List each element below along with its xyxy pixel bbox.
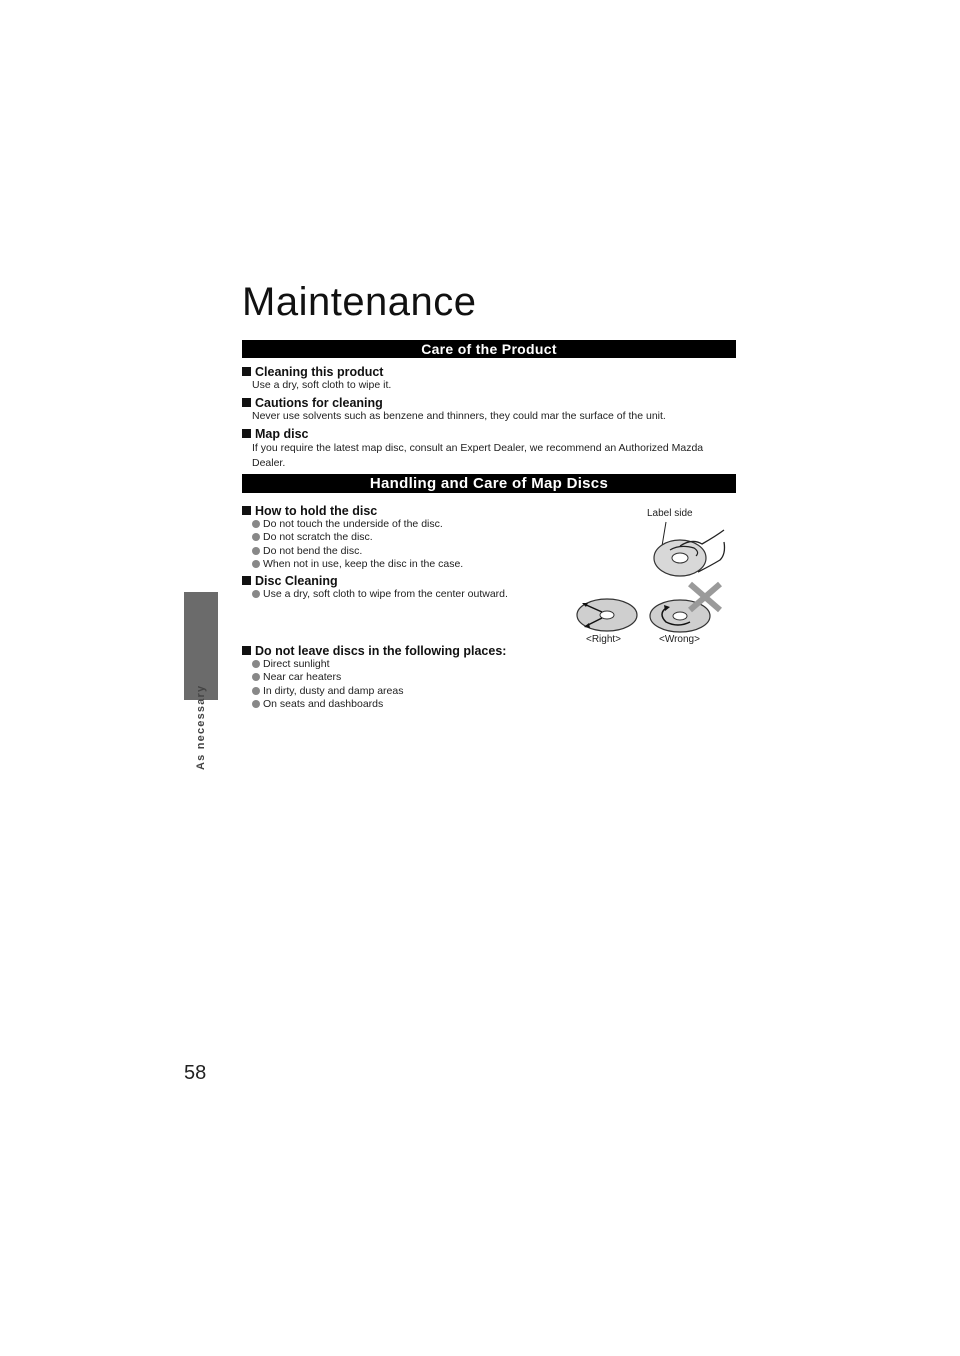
- square-bullet-icon: [242, 367, 251, 376]
- disc-wrong-illustration: [648, 578, 724, 636]
- round-bullet-icon: [252, 560, 260, 568]
- round-bullet-icon: [252, 520, 260, 528]
- round-bullet-icon: [252, 533, 260, 541]
- list-item: On seats and dashboards: [263, 697, 384, 710]
- care-item-text: Use a dry, soft cloth to wipe it.: [252, 379, 392, 391]
- list-item: Near car heaters: [263, 671, 342, 684]
- round-bullet-icon: [252, 590, 260, 598]
- care-item-cleaning: [242, 365, 742, 392]
- care-item-map-disc: [242, 427, 732, 471]
- care-item-cautions: [242, 396, 742, 423]
- page-title: Maintenance: [242, 280, 477, 324]
- care-item-heading: Cleaning this product: [255, 365, 384, 379]
- round-bullet-icon: [252, 673, 260, 681]
- section-label: As necessary: [195, 684, 207, 770]
- care-item-heading: Cautions for cleaning: [255, 396, 383, 410]
- handling-section-header: Handling and Care of Map Discs: [242, 474, 736, 493]
- list-item: Do not bend the disc.: [263, 544, 363, 557]
- hold-heading: How to hold the disc: [255, 504, 378, 518]
- square-bullet-icon: [242, 429, 251, 438]
- right-caption: <Right>: [586, 634, 622, 645]
- care-item-heading: Map disc: [255, 427, 309, 441]
- places-heading: Do not leave discs in the following places:: [255, 644, 507, 658]
- square-bullet-icon: [242, 576, 251, 585]
- hold-disc-section: [242, 504, 622, 571]
- square-bullet-icon: [242, 506, 251, 515]
- care-section-header: Care of the Product: [242, 340, 736, 358]
- round-bullet-icon: [252, 547, 260, 555]
- wrong-caption: <Wrong>: [659, 634, 700, 645]
- places-section: [242, 644, 622, 711]
- cleaning-heading: Disc Cleaning: [255, 574, 338, 588]
- hand-holding-disc-illustration: [640, 520, 730, 582]
- care-item-text: If you require the latest map disc, consult an Expert Dealer, we recommend an Authorized Mazda Dealer.: [252, 442, 704, 469]
- square-bullet-icon: [242, 646, 251, 655]
- round-bullet-icon: [252, 700, 260, 708]
- care-item-text: Never use solvents such as benzene and thinners, they could mar the surface of the unit.: [252, 410, 666, 422]
- round-bullet-icon: [252, 660, 260, 668]
- list-item: Do not touch the underside of the disc.: [263, 518, 443, 530]
- label-side-caption: Label side: [647, 508, 693, 519]
- list-item: In dirty, dusty and damp areas: [263, 684, 404, 697]
- list-item: Do not scratch the disc.: [263, 531, 373, 544]
- round-bullet-icon: [252, 687, 260, 695]
- page-number: 58: [184, 1062, 207, 1084]
- disc-right-illustration: [576, 598, 638, 632]
- disc-cleaning-section: [242, 574, 582, 601]
- list-item: Direct sunlight: [263, 658, 330, 670]
- square-bullet-icon: [242, 398, 251, 407]
- list-item: Use a dry, soft cloth to wipe from the center outward.: [263, 588, 508, 600]
- list-item: When not in use, keep the disc in the case.: [263, 557, 464, 570]
